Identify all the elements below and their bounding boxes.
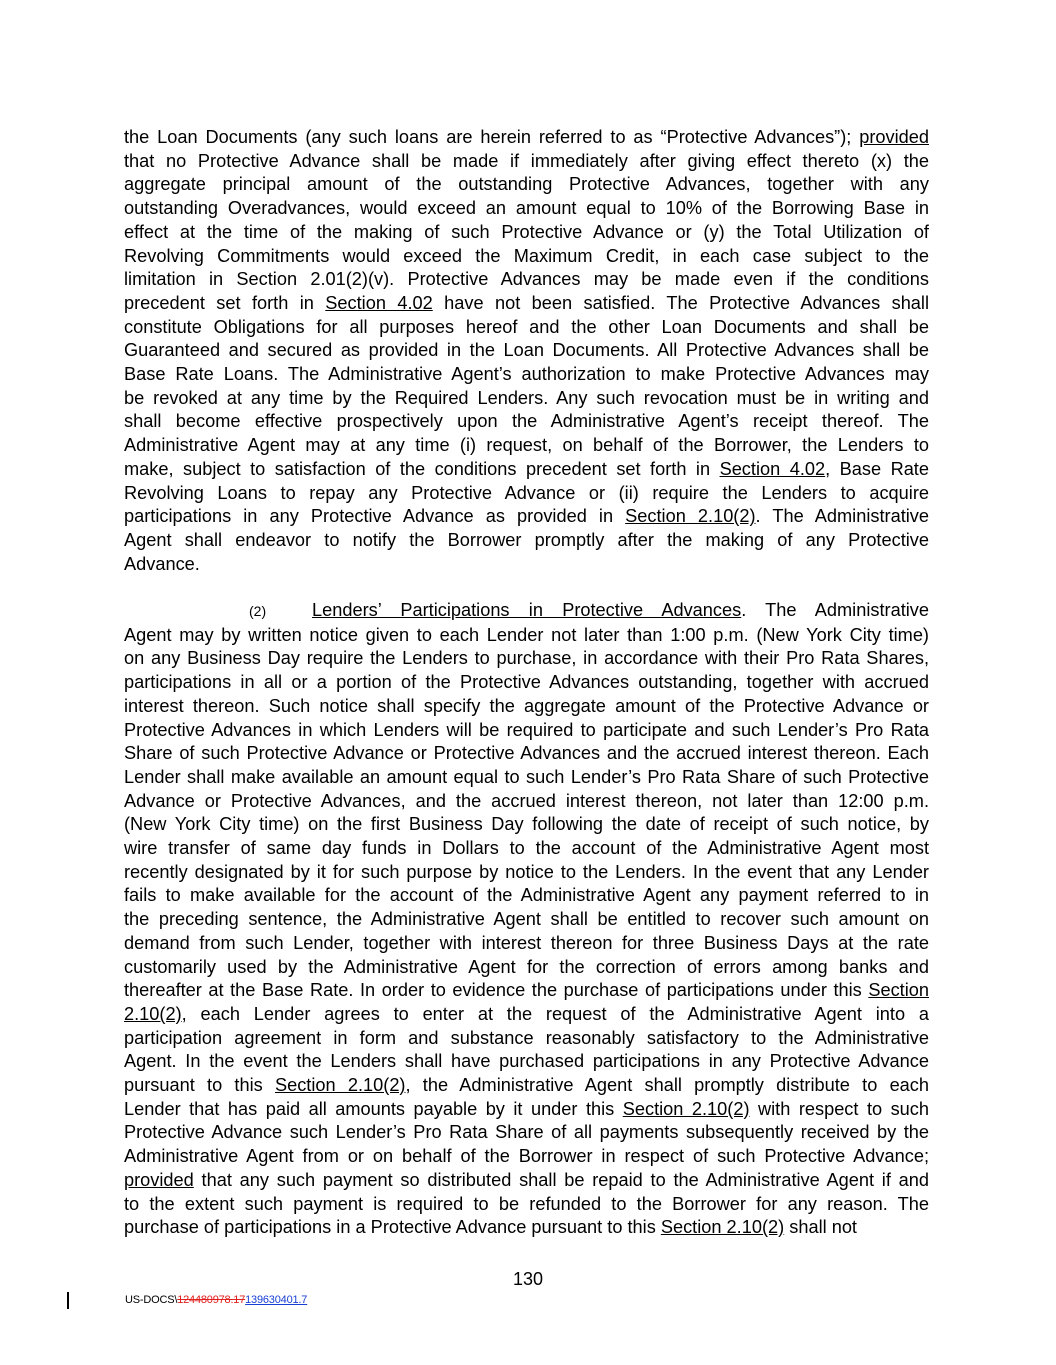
- text-line: Revolving Commitments would exceed the Maximum Credit, in each case subject to the: [124, 245, 929, 266]
- deleted-doc-id: 124480978.17: [177, 1294, 246, 1306]
- text-line: Advance.: [124, 553, 200, 574]
- text-line: Administrative Agent may at any time (i) request, on behalf of the Borrower, the Lenders to: [124, 435, 929, 456]
- text-line: aggregate principal amount of the outstanding Protective Advances, together with any: [124, 174, 929, 195]
- text-line: Lender that has paid all amounts payable by it under this Section 2.10(2) with respect to such: [124, 1098, 930, 1119]
- text-line: Lender shall make available an amount equal to such Lender’s Pro Rata Share of such Protective: [124, 766, 929, 787]
- text-line: Protective Advances in which Lenders will be required to participate and such Lender’s Pro Rata: [124, 719, 929, 740]
- text-line: participations in any Protective Advance as provided in Section 2.10(2). The Administrative: [124, 506, 930, 527]
- text-line: Base Rate Loans. The Administrative Agent’s authorization to make Protective Advances may: [124, 364, 929, 385]
- page-number: 130: [512, 1269, 544, 1289]
- provided-term: provided: [124, 1169, 194, 1190]
- text-line: limitation in Section 2.01(2)(v). Protective Advances may be made even if the conditions: [124, 269, 929, 290]
- text-line: shall become effective prospectively upon the Administrative Agent’s receipt thereof. The: [124, 411, 929, 432]
- text-line: on any Business Day require the Lenders to purchase, in accordance with their Pro Rata Shares,: [124, 648, 929, 669]
- text-line: Revolving Loans to repay any Protective Advance or (ii) require the Lenders to acquire: [124, 482, 929, 503]
- doc-id-prefix: US-DOCS\: [125, 1294, 178, 1306]
- text-line: 2.10(2), each Lender agrees to enter at the request of the Administrative Agent into a: [124, 1003, 929, 1024]
- text-line: provided that any such payment so distributed shall be repaid to the Administrative Agent if and: [124, 1169, 929, 1190]
- document-id-footer: [125, 1294, 307, 1306]
- text-line: make, subject to satisfaction of the conditions precedent set forth in Section 4.02, Base Rate: [124, 458, 929, 479]
- text-line: thereafter at the Base Rate. In order to evidence the purchase of participations under this Section: [124, 980, 929, 1001]
- text-line: the Loan Documents (any such loans are herein referred to as “Protective Advances”); provided: [124, 127, 929, 147]
- text-line: (2) Lenders’ Participations in Protective Advances. The Administrative: [124, 599, 929, 624]
- text-line: the preceding sentence, the Administrative Agent shall be entitled to recover such amount on: [124, 909, 929, 930]
- section-heading: Lenders’ Participations in Protective Advances: [312, 600, 742, 620]
- text-line: customarily used by the Administrative Agent for the correction of errors among banks and: [124, 956, 929, 977]
- text-line: constitute Obligations for all purposes hereof and the other Loan Documents and shall be: [124, 316, 929, 337]
- text-line: be revoked at any time by the Required Lenders. Any such revocation must be in writing and: [124, 387, 929, 408]
- text-line: Guaranteed and secured as provided in the Loan Documents. All Protective Advances shall be: [124, 340, 929, 361]
- section-reference: Section 2.10(2): [660, 1217, 785, 1238]
- text-line: Agent. In the event the Lenders shall have purchased participations in any Protective Advance: [124, 1051, 929, 1072]
- provided-term: provided: [859, 127, 929, 147]
- text-line: Administrative Agent from or on behalf of the Borrower in respect of such Protective Advance;: [124, 1146, 929, 1167]
- text-line: Advance or Protective Advances, and the accrued interest thereon, not later than 12:00 p.m.: [124, 790, 929, 811]
- text-line: effect at the time of the making of such Protective Advance or (y) the Total Utilization of: [124, 221, 929, 242]
- text-line: purchase of participations in a Protective Advance pursuant to this Section 2.10(2) shall not: [124, 1217, 857, 1238]
- text-line: that no Protective Advance shall be made if immediately after giving effect thereto (x) the: [124, 150, 929, 171]
- text-line: Share of such Protective Advance or Protective Advances and the accrued interest thereon. Each: [124, 743, 929, 764]
- section-reference: Section 2.10(2): [625, 506, 756, 527]
- text-line: (New York City time) on the first Business Day following the date of receipt of such notice, by: [124, 814, 929, 835]
- text-line: participations in all or a portion of the Protective Advances outstanding, together with accrued: [124, 672, 929, 693]
- clause-number: (2): [249, 603, 267, 619]
- text-line: outstanding Overadvances, would exceed an amount equal to 10% of the Borrowing Base in: [124, 198, 929, 219]
- section-reference: Section: [868, 980, 929, 1001]
- text-line: pursuant to this Section 2.10(2), the Administrative Agent shall promptly distribute to each: [124, 1075, 930, 1096]
- text-line: Agent shall endeavor to notify the Borrower promptly after the making of any Protective: [124, 529, 929, 550]
- text-line: fails to make available for the account of the Administrative Agent any payment referred to in: [124, 885, 929, 906]
- inserted-doc-id: 139630401.7: [245, 1294, 308, 1306]
- section-reference: Section 2.10(2): [622, 1098, 750, 1119]
- revision-change-bar: [67, 1292, 69, 1309]
- text-line: recently designated by it for such purpose by notice to the Lenders. In the event that any Lender: [124, 861, 929, 882]
- section-reference: Section 4.02: [325, 292, 433, 313]
- text-line: to the extent such payment is required to be refunded to the Borrower for any reason. The: [124, 1193, 929, 1214]
- section-reference: 2.10(2): [124, 1003, 182, 1024]
- section-reference: Section 2.10(2): [274, 1075, 406, 1096]
- text-line: Protective Advance such Lender’s Pro Rata Share of all payments subsequently received by the: [124, 1122, 929, 1143]
- text-line: participation agreement in form and substance reasonably satisfactory to the Administrative: [124, 1027, 929, 1048]
- text-line: precedent set forth in Section 4.02 have not been satisfied. The Protective Advances shall: [124, 292, 930, 313]
- section-reference: Section 4.02: [719, 458, 826, 479]
- text-line: Agent may by written notice given to each Lender not later than 1:00 p.m. (New York City time): [124, 624, 929, 645]
- text-line: wire transfer of same day funds in Dollars to the account of the Administrative Agent most: [124, 838, 929, 859]
- paragraph-protective-advances: [124, 126, 929, 576]
- paragraph-lenders-participations: [124, 599, 929, 1240]
- text-line: interest thereon. Such notice shall specify the aggregate amount of the Protective Advance or: [124, 695, 929, 716]
- text-line: demand from such Lender, together with interest thereon for three Business Days at the rate: [124, 932, 929, 953]
